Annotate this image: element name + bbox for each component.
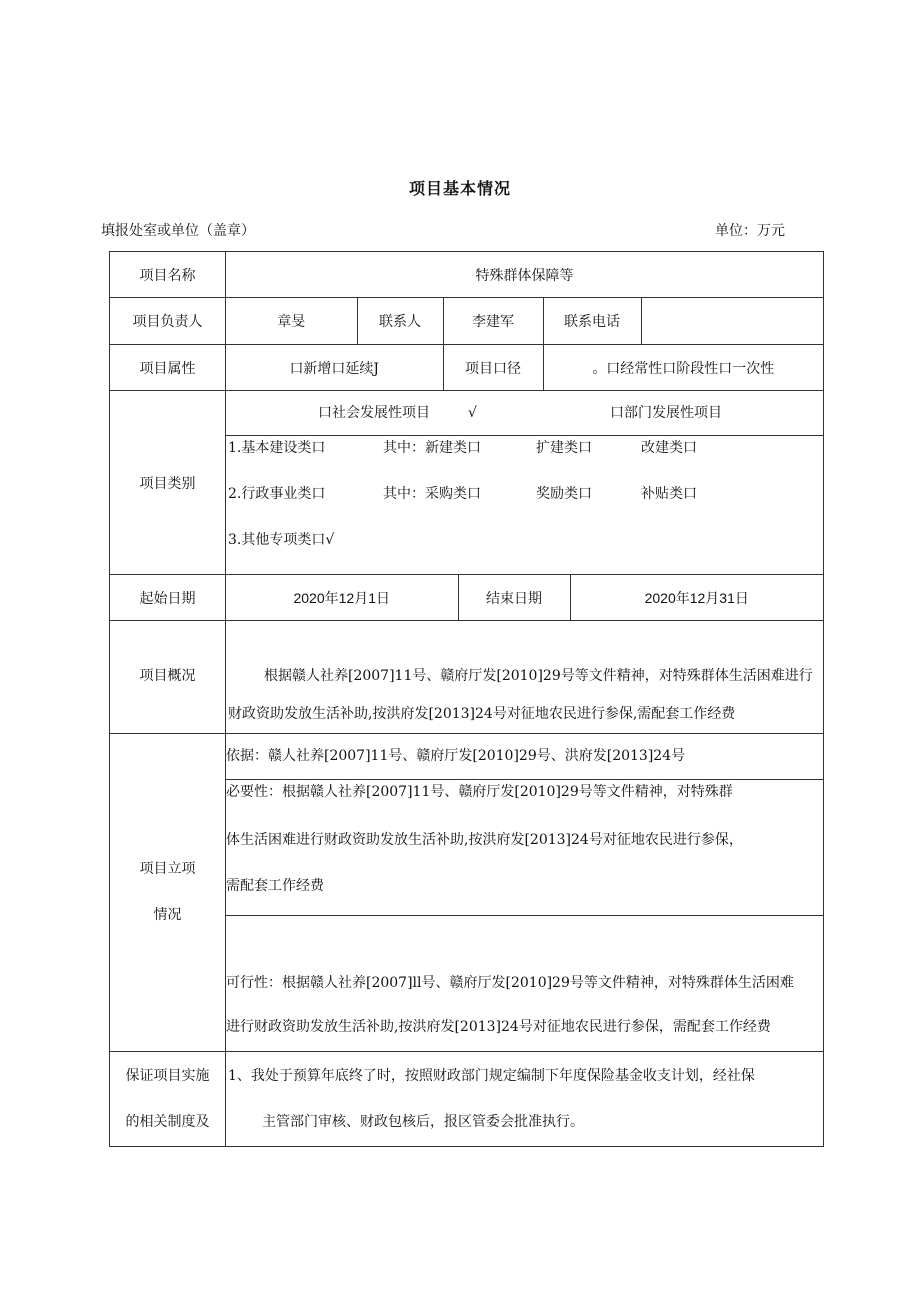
setup-feasibility-line-2: 进行财政资助发放生活补助,按洪府发[2013]24号对征地农民进行参保，需配套工作经费 bbox=[226, 1018, 771, 1035]
project-person-value: 章旻 bbox=[277, 314, 306, 330]
setup-label-line-1: 项目立项 bbox=[139, 861, 196, 878]
row-project-category bbox=[110, 391, 824, 575]
category-other: 3.其他专项类口√ bbox=[228, 532, 335, 548]
contact-value: 李建军 bbox=[443, 298, 543, 344]
project-person-label: 项目负责人 bbox=[110, 298, 226, 345]
category-new-build: 其中：新建类口 bbox=[383, 440, 481, 456]
project-attr-label: 项目属性 bbox=[110, 345, 226, 391]
project-attr-value: 口新增口延续J bbox=[289, 360, 380, 377]
row-project-attr bbox=[110, 345, 824, 391]
contact-label: 联系人 bbox=[357, 298, 443, 344]
row-overview bbox=[110, 621, 824, 734]
category-subsidy: 补贴类口 bbox=[641, 486, 697, 502]
category-purchase: 其中：采购类口 bbox=[383, 486, 481, 502]
unit-label: 填报处室或单位（盖章） bbox=[101, 223, 255, 239]
guarantee-label-line-2: 的相关制度及 bbox=[125, 1113, 210, 1130]
row-setup bbox=[110, 734, 824, 1052]
end-date-value: 2020年12月31日 bbox=[570, 575, 823, 620]
row-project-person bbox=[110, 298, 824, 345]
page-title: 项目基本情况 bbox=[408, 179, 511, 198]
overview-line-1: 根据赣人社养[2007]11号、赣府厅发[2010]29号等文件精神，对特殊群体生活困难进行 bbox=[264, 668, 813, 684]
project-period-label: 项目口径 bbox=[443, 345, 543, 390]
currency-label: 单位：万元 bbox=[715, 223, 785, 239]
phone-label: 联系电话 bbox=[543, 298, 641, 344]
guarantee-label-line-1: 保证项目实施 bbox=[125, 1067, 210, 1084]
setup-necessity-line-3: 需配套工作经费 bbox=[226, 878, 324, 894]
setup-feasibility-line-1: 可行性：根据赣人社养[2007]ll号、赣府厅发[2010]29号等文件精神，对特殊群体生活困难 bbox=[226, 974, 794, 991]
setup-basis: 依据：赣人社养[2007]11号、赣府厅发[2010]29号、洪府发[2013]24号 bbox=[226, 748, 686, 764]
category-expand-build: 扩建类口 bbox=[536, 440, 592, 456]
row-dates bbox=[110, 575, 824, 621]
category-basic-build: 1.基本建设类口 bbox=[228, 440, 326, 456]
project-category-label: 项目类别 bbox=[110, 391, 226, 575]
category-reward: 奖励类口 bbox=[536, 486, 592, 502]
setup-necessity-line-2: 体生活困难进行财政资助发放生活补助,按洪府发[2013]24号对征地农民进行参保， bbox=[226, 832, 743, 848]
row-guarantee bbox=[110, 1051, 824, 1146]
social-check-mark: √ bbox=[468, 405, 477, 421]
end-date-label: 结束日期 bbox=[458, 575, 570, 620]
project-form-table bbox=[109, 251, 824, 1147]
guarantee-line-1: 1、我处于预算年底终了时，按照财政部门规定编制下年度保险基金收支计划，经社保 bbox=[228, 1067, 755, 1084]
setup-necessity-line-1: 必要性：根据赣人社养[2007]11号、赣府厅发[2010]29号等文件精神，对特殊群 bbox=[226, 784, 733, 800]
project-name-value: 特殊群体保障等 bbox=[226, 252, 824, 298]
project-period-value: 。口经常性口阶段性口一次性 bbox=[543, 345, 823, 390]
phone-value bbox=[641, 298, 823, 344]
guarantee-line-2: 主管部门审核、财政包核后，报区管委会批准执行。 bbox=[262, 1113, 584, 1130]
overview-line-2: 财政资助发放生活补助,按洪府发[2013]24号对征地农民进行参保,需配套工作经费 bbox=[228, 706, 736, 722]
social-project-option: 口社会发展性项目 bbox=[318, 405, 430, 421]
project-name-label: 项目名称 bbox=[110, 252, 226, 298]
category-rebuild: 改建类口 bbox=[641, 440, 697, 456]
start-date-value: 2020年12月1日 bbox=[293, 589, 390, 606]
setup-label-line-2: 情况 bbox=[153, 907, 182, 924]
overview-label: 项目概况 bbox=[110, 621, 226, 734]
dept-project-option: 口部门发展性项目 bbox=[610, 405, 722, 421]
start-date-label: 起始日期 bbox=[110, 575, 226, 621]
category-admin: 2.行政事业类口 bbox=[228, 486, 326, 502]
row-project-name bbox=[110, 252, 824, 298]
